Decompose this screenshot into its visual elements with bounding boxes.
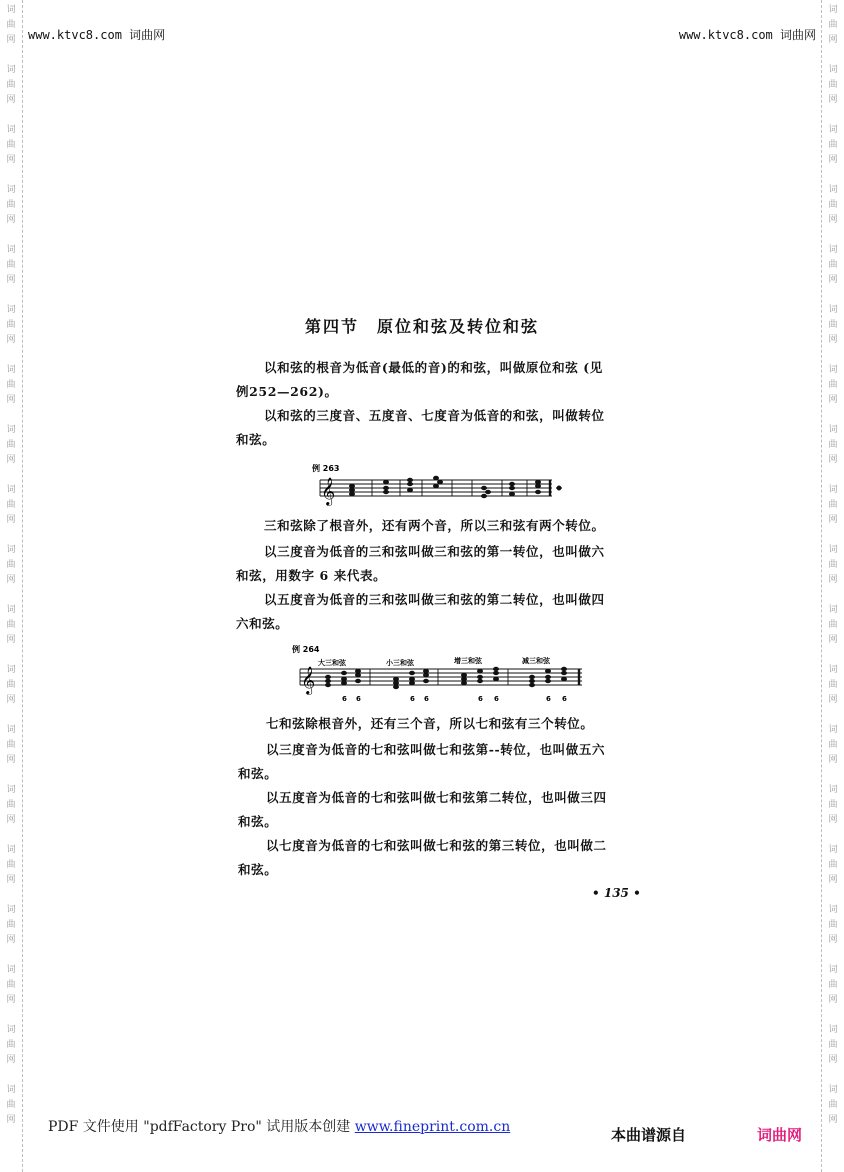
watermark-stamp [822, 423, 844, 468]
watermark-stamp [0, 843, 22, 888]
watermark-char: 网 [6, 755, 16, 765]
watermark-stamp [822, 723, 844, 768]
watermark-char: 词 [6, 185, 16, 195]
watermark-char: 曲 [828, 740, 838, 750]
watermark-char: 网 [6, 215, 16, 225]
watermark-stamp [822, 363, 844, 408]
watermark-char: 词 [6, 245, 16, 255]
watermark-char: 网 [6, 815, 16, 825]
watermark-stamp [822, 1083, 844, 1128]
header-url-right[interactable]: www.ktvc8.com 词曲网 [678, 28, 816, 42]
watermark-char: 词 [828, 245, 838, 255]
watermark-char: 曲 [828, 80, 838, 90]
watermark-stamp [0, 963, 22, 1008]
watermark-char: 词 [828, 5, 838, 15]
watermark-char: 网 [828, 935, 838, 945]
watermark-char: 曲 [828, 380, 838, 390]
watermark-char: 网 [6, 935, 16, 945]
watermark-char: 网 [6, 155, 16, 165]
svg-text:6: 6 [424, 695, 429, 703]
watermark-stamp [822, 783, 844, 828]
watermark-char: 网 [6, 635, 16, 645]
watermark-char: 曲 [6, 260, 16, 270]
watermark-char: 曲 [828, 440, 838, 450]
watermark-char: 词 [828, 845, 838, 855]
watermark-stamp [0, 243, 22, 288]
watermark-char: 网 [828, 455, 838, 465]
watermark-char: 曲 [828, 560, 838, 570]
watermark-char: 词 [6, 1025, 16, 1035]
right-watermark-column [821, 0, 844, 1172]
watermark-stamp [0, 543, 22, 588]
paragraph-5-line-2: 六和弦。 [236, 616, 289, 631]
watermark-char: 网 [6, 335, 16, 345]
watermark-char: 网 [828, 335, 838, 345]
watermark-char: 曲 [828, 260, 838, 270]
watermark-stamp [822, 543, 844, 588]
watermark-stamp [822, 663, 844, 708]
watermark-char: 网 [6, 275, 16, 285]
paragraph-8-line-2: 和弦。 [238, 814, 278, 829]
watermark-stamp [0, 1023, 22, 1068]
chord-name-augmented: 增三和弦 [454, 657, 482, 665]
watermark-char: 网 [828, 35, 838, 45]
watermark-char: 词 [6, 1085, 16, 1095]
watermark-stamp [0, 1083, 22, 1128]
chord-name-minor: 小三和弦 [386, 659, 414, 667]
watermark-stamp [822, 123, 844, 168]
watermark-stamp [822, 183, 844, 228]
watermark-char: 曲 [6, 1100, 16, 1110]
fineprint-link[interactable]: www.fineprint.com.cn [354, 1119, 511, 1135]
watermark-stamp [822, 243, 844, 288]
watermark-char: 曲 [6, 500, 16, 510]
watermark-char: 曲 [6, 980, 16, 990]
watermark-char: 词 [6, 365, 16, 375]
svg-text:6: 6 [546, 695, 551, 703]
watermark-char: 网 [6, 575, 16, 585]
watermark-char: 曲 [6, 140, 16, 150]
watermark-char: 曲 [828, 980, 838, 990]
page-number: • 135 • [592, 886, 641, 900]
watermark-char: 网 [828, 395, 838, 405]
watermark-stamp [822, 483, 844, 528]
paragraph-4-line-2: 和弦，用数字 6 来代表。 [236, 568, 387, 583]
watermark-stamp [0, 423, 22, 468]
watermark-char: 词 [6, 965, 16, 975]
watermark-char: 词 [6, 65, 16, 75]
watermark-char: 词 [6, 845, 16, 855]
watermark-char: 曲 [6, 680, 16, 690]
watermark-char: 网 [6, 455, 16, 465]
paragraph-1-line-1: 以和弦的根音为低音(最低的音)的和弦，叫做原位和弦 (见 [264, 360, 603, 375]
pdf-creator-notice [48, 1116, 510, 1136]
svg-text:6: 6 [494, 695, 499, 703]
paragraph-8-line-1: 以五度音为低音的七和弦叫做七和弦第二转位，也叫做三四 [266, 790, 607, 805]
source-label: 本曲谱源自 [611, 1126, 687, 1144]
svg-text:6: 6 [478, 695, 483, 703]
watermark-stamp [0, 183, 22, 228]
watermark-stamp [822, 63, 844, 108]
watermark-stamp [0, 603, 22, 648]
watermark-char: 词 [828, 1085, 838, 1095]
treble-clef-icon-2: 𝄞 [301, 666, 316, 694]
watermark-char: 网 [6, 1115, 16, 1125]
watermark-char: 曲 [828, 1100, 838, 1110]
brand-logo-text[interactable]: 词曲网 [757, 1126, 803, 1144]
example-264-label: 例 264 [292, 645, 320, 654]
watermark-char: 网 [6, 695, 16, 705]
paragraph-6: 七和弦除根音外，还有三个音，所以七和弦有三个转位。 [266, 716, 594, 731]
watermark-char: 曲 [6, 20, 16, 30]
watermark-char: 曲 [6, 860, 16, 870]
watermark-char: 词 [828, 185, 838, 195]
watermark-stamp [0, 3, 22, 48]
watermark-stamp [0, 123, 22, 168]
watermark-char: 词 [6, 725, 16, 735]
music-example-264 [292, 643, 592, 705]
paragraph-4-line-1: 以三度音为低音的三和弦叫做三和弦的第一转位，也叫做六 [264, 544, 605, 559]
watermark-char: 曲 [828, 500, 838, 510]
watermark-char: 曲 [6, 1040, 16, 1050]
watermark-stamp [822, 903, 844, 948]
watermark-stamp [0, 663, 22, 708]
paragraph-9-line-1: 以七度音为低音的七和弦叫做七和弦的第三转位，也叫做二 [266, 838, 607, 853]
watermark-char: 曲 [828, 860, 838, 870]
watermark-char: 网 [828, 635, 838, 645]
watermark-char: 网 [828, 575, 838, 585]
watermark-char: 网 [6, 995, 16, 1005]
watermark-char: 词 [828, 545, 838, 555]
watermark-char: 词 [6, 545, 16, 555]
watermark-char: 词 [6, 605, 16, 615]
svg-text:6: 6 [342, 695, 347, 703]
watermark-char: 词 [828, 125, 838, 135]
watermark-char: 词 [6, 305, 16, 315]
watermark-char: 词 [828, 365, 838, 375]
watermark-stamp [822, 603, 844, 648]
watermark-char: 曲 [6, 200, 16, 210]
watermark-char: 词 [828, 605, 838, 615]
watermark-char: 词 [828, 905, 838, 915]
left-watermark-column [0, 0, 23, 1172]
watermark-char: 词 [6, 905, 16, 915]
paragraph-2-line-1: 以和弦的三度音、五度音、七度音为低音的和弦，叫做转位 [264, 408, 605, 423]
watermark-char: 网 [6, 35, 16, 45]
watermark-char: 曲 [6, 380, 16, 390]
paragraph-7-line-1: 以三度音为低音的七和弦叫做七和弦第--转位，也叫做五六 [266, 742, 606, 757]
paragraph-9-line-2: 和弦。 [238, 862, 278, 877]
watermark-char: 曲 [6, 800, 16, 810]
watermark-char: 网 [6, 875, 16, 885]
watermark-char: 网 [828, 695, 838, 705]
watermark-char: 词 [828, 785, 838, 795]
watermark-char: 网 [828, 755, 838, 765]
watermark-char: 词 [6, 785, 16, 795]
header-url-left[interactable]: www.ktvc8.com 词曲网 [28, 28, 166, 42]
watermark-char: 词 [6, 425, 16, 435]
watermark-char: 词 [828, 305, 838, 315]
pdf-creator-text: PDF 文件使用 "pdfFactory Pro" 试用版本创建 [48, 1119, 355, 1135]
watermark-char: 曲 [828, 1040, 838, 1050]
watermark-char: 网 [6, 95, 16, 105]
watermark-char: 网 [828, 275, 838, 285]
svg-text:6: 6 [356, 695, 361, 703]
paragraph-7-line-2: 和弦。 [238, 766, 278, 781]
paragraph-1-line-2: 例252—262)。 [236, 384, 338, 399]
watermark-char: 曲 [6, 560, 16, 570]
watermark-char: 词 [828, 425, 838, 435]
example-263-label: 例 263 [312, 464, 340, 473]
watermark-stamp [822, 963, 844, 1008]
watermark-char: 曲 [828, 140, 838, 150]
music-example-263 [312, 462, 572, 507]
watermark-char: 网 [828, 515, 838, 525]
watermark-char: 网 [828, 995, 838, 1005]
watermark-char: 曲 [828, 20, 838, 30]
watermark-stamp [0, 363, 22, 408]
treble-clef-icon: 𝄞 [321, 477, 336, 505]
watermark-char: 词 [6, 5, 16, 15]
watermark-stamp [822, 843, 844, 888]
watermark-stamp [0, 723, 22, 768]
watermark-char: 网 [828, 95, 838, 105]
chord-name-major: 大三和弦 [318, 659, 346, 667]
watermark-char: 网 [6, 515, 16, 525]
watermark-char: 曲 [828, 920, 838, 930]
watermark-stamp [0, 483, 22, 528]
watermark-stamp [822, 1023, 844, 1068]
watermark-char: 词 [828, 485, 838, 495]
watermark-char: 词 [828, 1025, 838, 1035]
watermark-char: 网 [828, 1115, 838, 1125]
watermark-char: 词 [6, 665, 16, 675]
watermark-char: 网 [828, 1055, 838, 1065]
watermark-char: 网 [828, 215, 838, 225]
watermark-char: 词 [6, 485, 16, 495]
watermark-char: 曲 [828, 200, 838, 210]
watermark-char: 曲 [6, 80, 16, 90]
watermark-char: 网 [6, 1055, 16, 1065]
watermark-char: 网 [828, 815, 838, 825]
paragraph-3: 三和弦除了根音外，还有两个音，所以三和弦有两个转位。 [264, 518, 605, 533]
watermark-char: 词 [828, 665, 838, 675]
paragraph-5-line-1: 以五度音为低音的三和弦叫做三和弦的第二转位，也叫做四 [264, 592, 605, 607]
chord-name-diminished: 减三和弦 [522, 657, 550, 665]
watermark-char: 词 [828, 65, 838, 75]
watermark-char: 词 [828, 965, 838, 975]
watermark-char: 曲 [6, 740, 16, 750]
watermark-char: 曲 [828, 320, 838, 330]
watermark-char: 曲 [828, 680, 838, 690]
svg-text:6: 6 [410, 695, 415, 703]
watermark-char: 词 [828, 725, 838, 735]
watermark-char: 曲 [828, 620, 838, 630]
watermark-char: 网 [828, 875, 838, 885]
section-title: 第四节 原位和弦及转位和弦 [304, 317, 539, 336]
watermark-char: 曲 [6, 620, 16, 630]
watermark-char: 网 [828, 155, 838, 165]
watermark-stamp [0, 63, 22, 108]
svg-text:6: 6 [562, 695, 567, 703]
watermark-stamp [0, 783, 22, 828]
paragraph-2-line-2: 和弦。 [236, 432, 276, 447]
watermark-char: 曲 [6, 320, 16, 330]
watermark-char: 曲 [6, 920, 16, 930]
watermark-stamp [0, 903, 22, 948]
watermark-char: 网 [6, 395, 16, 405]
watermark-char: 曲 [6, 440, 16, 450]
watermark-stamp [822, 3, 844, 48]
watermark-char: 曲 [828, 800, 838, 810]
watermark-char: 词 [6, 125, 16, 135]
